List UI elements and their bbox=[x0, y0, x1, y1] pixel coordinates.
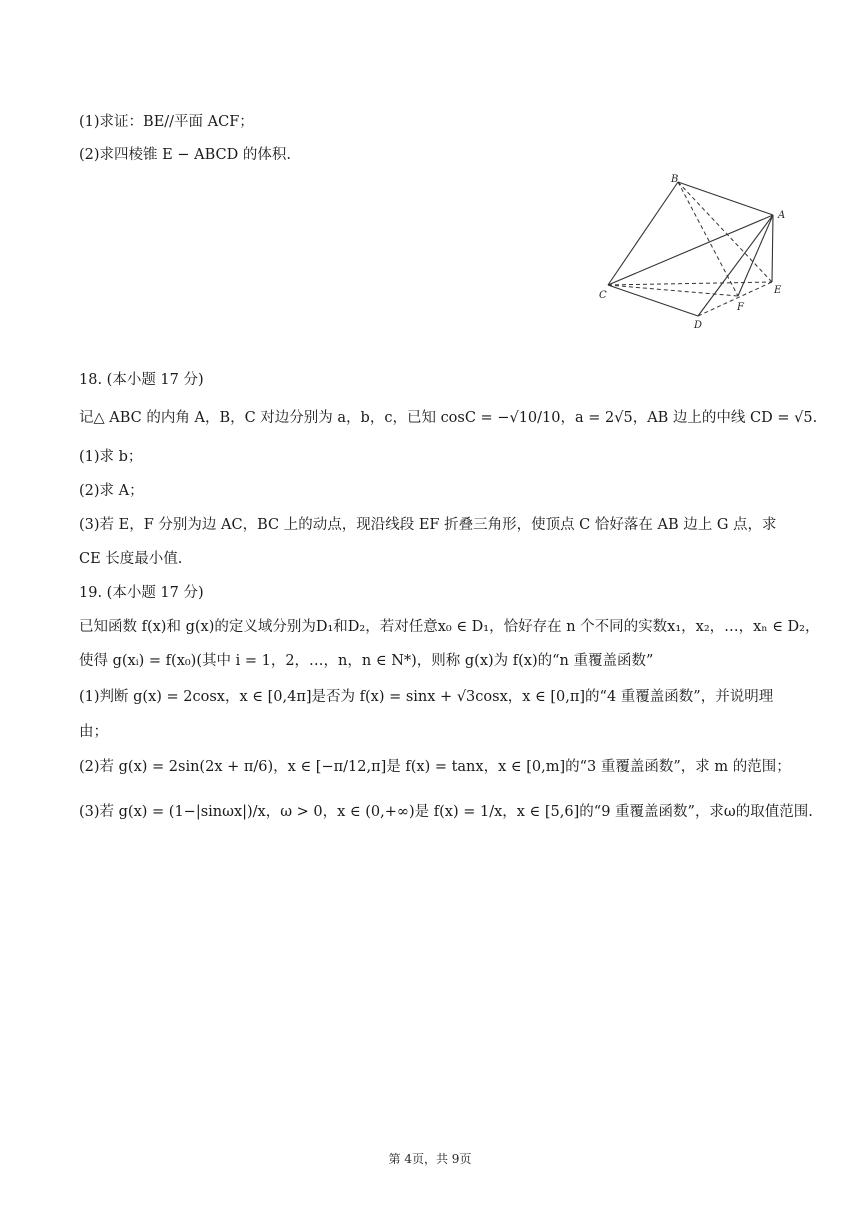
page-footer: 第 4页，共 9页 bbox=[388, 1152, 472, 1166]
q18-statement: 记△ ABC 的内角 A，B，C 对边分别为 a，b，c，已知 cosC = −√10/10，a = 2√5，AB 边上的中线 CD = √5. bbox=[79, 410, 818, 426]
edge-CE bbox=[608, 282, 772, 285]
label-D: D bbox=[694, 320, 703, 331]
edge-BE bbox=[678, 182, 772, 282]
q19-line-3: (1)判断 g(x) = 2cosx，x ∈ [0,4π]是否为 f(x) = sinx + √3cosx，x ∈ [0,π]的“4 重覆盖函数”，并说明理 bbox=[79, 689, 774, 705]
geometry-figure bbox=[590, 170, 800, 335]
q18-part-3-cont: CE 长度最小值. bbox=[79, 551, 183, 567]
pyramid-diagram bbox=[590, 170, 800, 335]
part-item-2: (2)求四棱锥 E − ABCD 的体积. bbox=[79, 147, 291, 163]
edge-BF bbox=[678, 182, 738, 296]
edge-DE bbox=[698, 282, 772, 316]
q19-line-6: (3)若 g(x) = (1−|sinωx|)/x，ω > 0，x ∈ (0,+∞)是 f(x) = 1/x，x ∈ [5,6]的“9 重覆盖函数”，求ω的取值范围. bbox=[79, 804, 813, 820]
q19-line-4: 由； bbox=[79, 724, 108, 740]
part-item-1: (1)求证：BE//平面 ACF； bbox=[79, 114, 254, 130]
label-F: F bbox=[737, 302, 744, 313]
q19-line-5: (2)若 g(x) = 2sin(2x + π/6)，x ∈ [−π/12,π]是 f(x) = tanx，x ∈ [0,m]的“3 重覆盖函数”，求 m 的范围； bbox=[79, 759, 791, 775]
q18-part-1: (1)求 b； bbox=[79, 449, 143, 465]
label-A: A bbox=[778, 210, 786, 221]
edge-DA bbox=[698, 215, 773, 316]
edge-CA bbox=[608, 215, 773, 285]
edge-BC bbox=[608, 182, 678, 285]
q18-heading: 18. (本小题 17 分) bbox=[79, 372, 204, 388]
label-C: C bbox=[599, 290, 607, 301]
edge-CF bbox=[608, 285, 738, 296]
q19-line-1: 已知函数 f(x)和 g(x)的定义域分别为D₁和D₂，若对任意x₀ ∈ D₁，恰好存在 n 个不同的实数x₁，x₂，…，xₙ ∈ D₂， bbox=[79, 619, 820, 635]
q19-line-2: 使得 g(xᵢ) = f(x₀)(其中 i = 1，2，…，n，n ∈ N*)，则称 g(x)为 f(x)的“n 重覆盖函数” bbox=[79, 653, 654, 669]
label-E: E bbox=[774, 285, 782, 296]
edge-AE bbox=[772, 215, 773, 282]
edge-CD bbox=[608, 285, 698, 316]
q19-heading: 19. (本小题 17 分) bbox=[79, 585, 204, 601]
label-B: B bbox=[671, 174, 679, 185]
q18-part-2: (2)求 A； bbox=[79, 483, 144, 499]
q18-part-3: (3)若 E，F 分别为边 AC，BC 上的动点，现沿线段 EF 折叠三角形，使顶点 C 恰好落在 AB 边上 G 点，求 bbox=[79, 517, 777, 533]
